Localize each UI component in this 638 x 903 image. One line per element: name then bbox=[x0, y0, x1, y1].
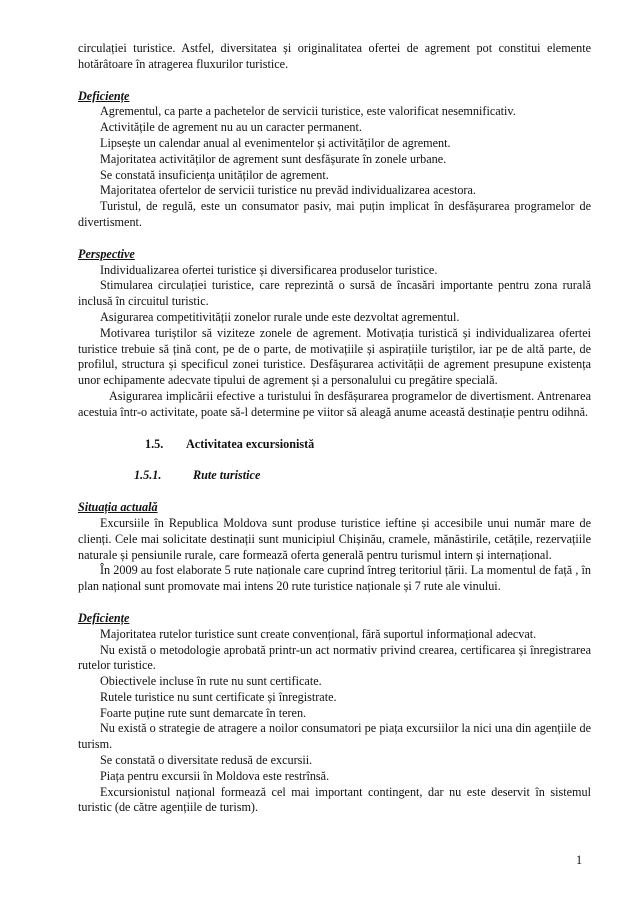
deficiente-heading-2: Deficiențe bbox=[78, 610, 130, 625]
list-item: Piața pentru excursii în Moldova este restrînsă. bbox=[100, 768, 330, 783]
list-item: Nu există o metodologie aprobată printr-un act normativ privind crearea, certificarea și înregistrarea rutelor turistice. bbox=[78, 642, 591, 673]
list-item: În 2009 au fost elaborate 5 rute naționale care cuprind întreg teritoriul țării. La momentul de față , în plan național sunt promovate mai intens 20 rute turistice naționale și 7 rute ale vinului. bbox=[78, 563, 591, 594]
list-item: Stimularea circulației turistice, care reprezintă o sursă de încasări importante pentru zona rurală inclusă în circuitul turistic. bbox=[78, 278, 591, 309]
list-item: Majoritatea rutelor turistice sunt create convențional, fără suportul informațional adecvat. bbox=[100, 626, 537, 641]
situatia-heading: Situația actuală bbox=[78, 500, 158, 515]
list-item: Agrementul, ca parte a pachetelor de servicii turistice, este valorificat nesemnificativ. bbox=[100, 104, 516, 119]
list-item: Se constată o diversitate redusă de excursii. bbox=[100, 753, 313, 768]
list-item: Asigurarea implicării efective a turistului în desfășurarea programelor de divertisment. Antrenarea acestuia într-o activitate, poate să-l determine pe viitor să aleagă anume această destinație pentru odihnă. bbox=[78, 388, 591, 419]
intro-paragraph: circulației turistice. Astfel, diversitatea și originalitatea ofertei de agrement pot constitui elemente hotărâtoare în atragerea fluxurilor turistice. bbox=[78, 41, 591, 71]
subsection-number: 1.5.1. bbox=[134, 468, 162, 483]
subsection-title: Rute turistice bbox=[193, 468, 261, 483]
list-item: Turistul, de regulă, este un consumator pasiv, mai puțin implicat în desfășurarea programelor de divertisment. bbox=[78, 199, 591, 229]
section-title: Activitatea excursionistă bbox=[186, 436, 315, 451]
list-item: Excursiile în Republica Moldova sunt produse turistice ieftine și accesibile unui număr mare de clienți. Cele mai solicitate destinații sunt municipiul Chișinău, cramele, mănăstirile, cetățile, rezervațiile naturale și pensiunile rurale, care formează oferta generală pentru turismul intern și internațional. bbox=[78, 515, 591, 562]
list-item: Lipsește un calendar anual al evenimentelor și activităților de agrement. bbox=[100, 135, 451, 150]
list-item: Nu există o strategie de atragere a noilor consumatori pe piața excursiilor la nici una din agențiile de turism. bbox=[78, 721, 591, 752]
list-item: Rutele turistice nu sunt certificate și înregistrate. bbox=[100, 689, 337, 704]
document-page bbox=[78, 41, 591, 816]
list-item: Asigurarea competitivității zonelor rurale unde este dezvoltat agrementul. bbox=[100, 309, 460, 324]
page-number: 1 bbox=[576, 853, 583, 867]
list-item: Activitățile de agrement nu au un caracter permanent. bbox=[100, 120, 362, 135]
section-heading bbox=[78, 437, 591, 453]
deficiente-heading: Deficiențe bbox=[78, 88, 130, 103]
list-item: Majoritatea ofertelor de servicii turistice nu prevăd individualizarea acestora. bbox=[100, 183, 476, 198]
subsection-heading bbox=[78, 468, 591, 484]
list-item: Obiectivele incluse în rute nu sunt certificate. bbox=[100, 674, 322, 689]
perspective-heading: Perspective bbox=[78, 246, 135, 261]
list-item: Motivarea turiștilor să viziteze zonele de agrement. Motivația turistică și individualizarea ofertei turistice trebuie să țină cont, pe de o parte, de motivațiile și aspirațiile turiștilor, iar pe de altă parte, de profilul, structura și specificul zonei turistice. Desfășurarea activității de agrement presupune existența unor echipamente adecvate tipului de agrement și a personalului cu pregătire specială. bbox=[78, 325, 591, 388]
list-item: Majoritatea activităților de agrement sunt desfășurate în zonele urbane. bbox=[100, 151, 447, 166]
list-item: Foarte puține rute sunt demarcate în teren. bbox=[100, 705, 307, 720]
list-item: Excursionistul național formează cel mai important contingent, dar nu este deservit în sistemul turistic (de către agențiile de turism). bbox=[78, 784, 591, 815]
list-item: Se constată insuficiența unităților de agrement. bbox=[100, 167, 329, 182]
section-number: 1.5. bbox=[145, 436, 164, 451]
list-item: Individualizarea ofertei turistice și diversificarea produselor turistice. bbox=[100, 262, 438, 277]
